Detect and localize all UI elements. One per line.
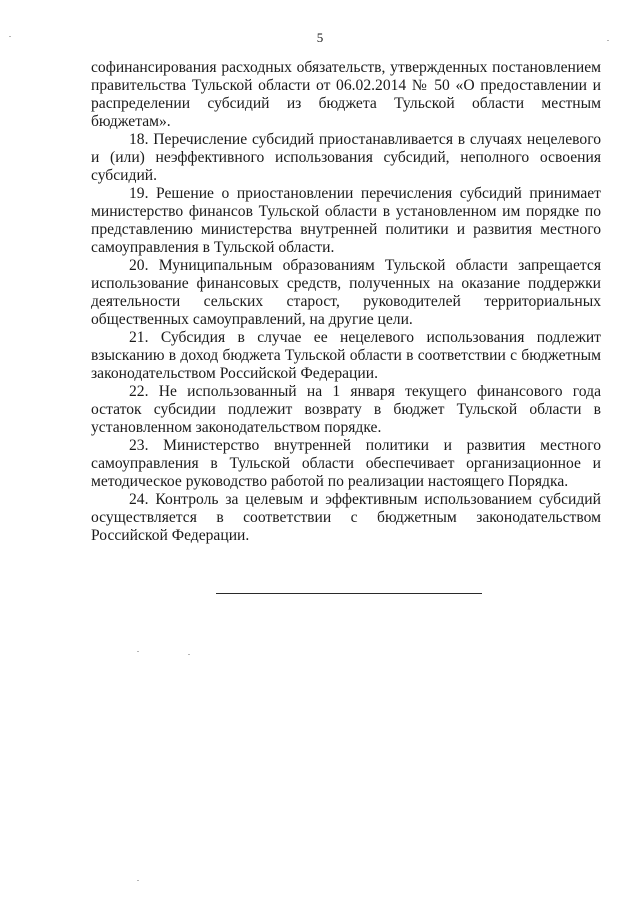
paragraph-item-20: 20. Муниципальным образованиям Тульской области запрещается использование финансовых средств, полученных на оказание поддержки деятельности сельских старост, руководителей территориальных общественных самоуправлений, на другие цели. xyxy=(91,257,601,328)
paragraph-item-23: 23. Министерство внутренней политики и развития местного самоуправления в Тульской области обеспечивает организационное и методическое руководство работой по реализации настоящего Порядка. xyxy=(91,437,601,490)
scan-speck xyxy=(9,36,11,37)
paragraph-item-22: 22. Не использованный на 1 января текущего финансового года остаток субсидии подлежит возврату в бюджет Тульской области в установленном законодательством порядке. xyxy=(91,383,601,436)
page-number: 5 xyxy=(316,30,324,45)
scan-speck xyxy=(607,40,609,41)
paragraph-continuation: софинансирования расходных обязательств, утвержденных постановлением правительства Тульской области от 06.02.2014 № 50 «О предоставлении и распределении субсидий из бюджета Тульской области местным бюджетам». xyxy=(91,59,601,130)
paragraph-item-18: 18. Перечисление субсидий приостанавливается в случаях нецелевого и (или) неэффективного использования субсидий, неполного освоения субсидий. xyxy=(91,131,601,184)
paragraph-item-24: 24. Контроль за целевым и эффективным использованием субсидий осуществляется в соответствии с бюджетным законодательством Российской Федерации. xyxy=(91,491,601,544)
scan-speck xyxy=(137,651,139,652)
scan-speck xyxy=(137,880,139,881)
scan-speck xyxy=(188,654,190,655)
paragraph-item-21: 21. Субсидия в случае ее нецелевого использования подлежит взысканию в доход бюджета Тульской области в соответствии с бюджетным законодательством Российской Федерации. xyxy=(91,329,601,382)
closing-divider-line xyxy=(216,593,482,594)
paragraph-item-19: 19. Решение о приостановлении перечисления субсидий принимает министерство финансов Тульской области в установленном им порядке по представлению министерства внутренней политики и развития местного самоуправления в Тульской области. xyxy=(91,185,601,256)
document-body xyxy=(91,59,601,545)
